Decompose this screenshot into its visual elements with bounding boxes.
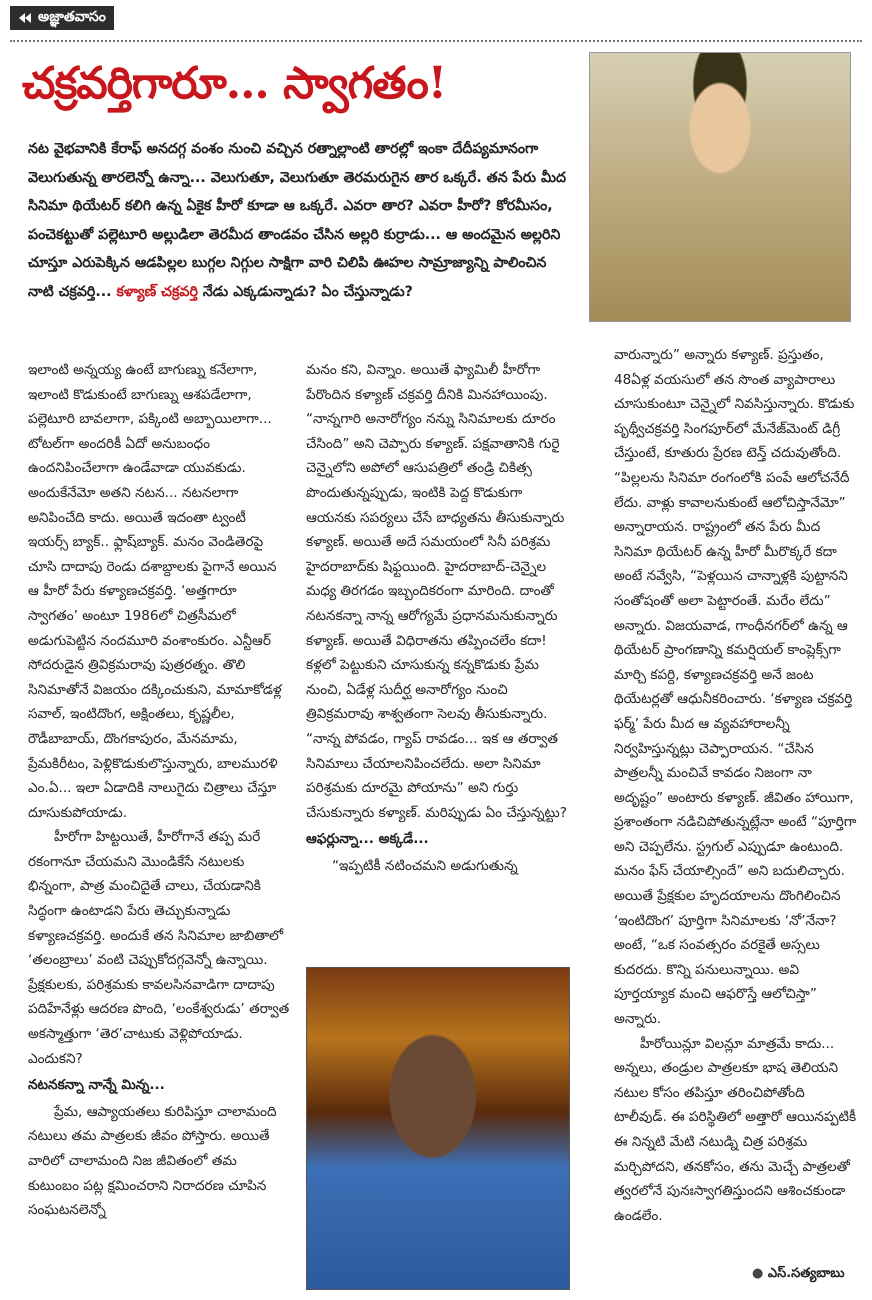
col1-subhead: నటనకన్నా నాన్నే మిన్న...	[28, 1077, 165, 1094]
col1-para3: ప్రేమ, ఆప్యాయతలు కురిపిస్తూ చాలామంది నటులు తమ పాత్రలకు జీవం పోస్తారు. అయితే వారిలో చాలామంది నిజ జీవితంలో తమ కుటుంబం పట్ల క్షమించరాని నిరాదరణ చూపిన సంఘటనలెన్నో	[28, 1103, 277, 1219]
man-photo-icon	[306, 967, 570, 1290]
col2-subhead: ఆఫర్లున్నా... అక్కడే...	[306, 831, 429, 848]
byline-text: ఎస్.సత్యబాబు	[767, 1266, 845, 1281]
col1-para1: ఇలాంటి అన్నయ్య ఉంటే బాగుణ్ను కనేలాగా, ఇలాంటి కొడుకుంటే బాగుణ్ను ఆశపడేలాగా, పల్లెటూరి బావలాగా, పక్కింటి అబ్బాయిలాగా... టోటల్‌గా అందరికీ ఏదో అనుబంధం ఉందనిపించేలాగా ఉండేవాడా యువకుడు. అందుకేనేమో అతని నటన... నటనలాగా అనిపించేది కాదు. అయితే ఇదంతా ట్వంటీ ఇయర్స్ బ్యాక్.. ఫ్లాష్‌బ్యాక్. మనం వెండితెరపై చూసి దాదాపు రెండు దశాబ్దాలకు పైగానే అయిన ఆ హీరో పేరు కళ్యాణచక్రవర్తి. ‘అత్తగారూ స్వాగతం’ అంటూ 1986లో చిత్రసీమలో అడుగుపెట్టిన నందమూరి వంశాంకురం. ఎన్టీఆర్ సోదరుడైన త్రివిక్రమరావు పుత్రరత్నం. తొలి సినిమాతోనే విజయం దక్కించుకుని, మామాకోడళ్ల సవాల్, ఇంటిదొంగ, అక్షింతలు, కృష్ణలీల, రౌడీబాబాయ్, దొంగకాపురం, మేనమామ, ప్రేమకిరీటం, పెళ్లికొడుకులొస్తున్నారు, బాలమురళి ఎం.ఏ... ఇలా ఏడాదికి నాలుగైదు చిత్రాలు చేస్తూ దూసుకుపోయాడు.	[28, 362, 282, 821]
col1-para2: హీరోగా హిట్టయితే, హీరోగానే తప్ప మరే రకంగానూ చేయమని మొండికేసే నటులకు భిన్నంగా, పాత్ర మంచిదైతే చాలు, చేయడానికి సిద్ధంగా ఉంటాడని పేరు తెచ్చుకున్నాడు కళ్యాణచక్రవర్తి. అందుకే తన సినిమాల జాబితాలో ‘తలంబ్రాలు’ వంటి చెప్పుకోదగ్గవెన్నో ఉన్నాయి. ప్రేక్షకులకు, పరిశ్రమకు కావలసినవాడిగా దాదాపు పదిహేనేళ్లు ఆదరణ పొంది, ‘లంకేశ్వరుడు’ తర్వాత అకస్మాత్తుగా ‘తెర’చాటుకు వెళ్లిపోయాడు. ఎందుకని?	[28, 829, 290, 1067]
section-tag-label: అజ్ఞాతవాసం	[38, 8, 106, 25]
col2-para1: మనం కని, విన్నాం. అయితే ఫ్యామిలీ హీరోగా పేరొందిన కళ్యాణ్ చక్రవర్తి దీనికి మినహాయింపు. “నాన్నగారి అనారోగ్యం నన్ను సినిమాలకు దూరం చేసింది” అని చెప్పారు కళ్యాణ్. పక్షవాతానికి గురై చెన్నైలోని అపోలో ఆసుపత్రిలో తండ్రి చికిత్స పొందుతున్నప్పుడు, ఇంటికి పెద్ద కొడుకుగా ఆయనకు సపర్యలు చేసే బాధ్యతను తీసుకున్నారు కళ్యాణ్. అయితే అదే సమయంలో సినీ పరిశ్రమ హైదరాబాద్‌కు షిఫ్టయింది. హైదరాబాద్-చెన్నైల మధ్య తిరగడం ఇబ్బందికరంగా మారింది. దాంతో నటనకన్నా నాన్న ఆరోగ్యమే ప్రధానమనుకున్నారు కళ్యాణ్. అయితే విధిరాతను తప్పించలేం కదా! కళ్లలో పెట్టుకుని చూసుకున్న కన్నకొడుకు ప్రేమ నుంచి, ఏడేళ్ల సుదీర్ఘ అనారోగ్యం నుంచి త్రివిక్రమరావు శాశ్వతంగా సెలవు తీసుకున్నారు. “నాన్న పోవడం, గ్యాప్ రావడం... ఇక ఆ తర్వాత సినిమాలు చేయాలనిపించలేదు. అలా సినిమా పరిశ్రమకు దూరమై పోయాను” అని గుర్తు చేసుకున్నారు కళ్యాణ్. మరిప్పుడు ఏం చేస్తున్నట్టు?	[306, 362, 567, 821]
intro-highlight: కళ్యాణ్ చక్రవర్తి	[116, 283, 198, 300]
column-1	[28, 358, 290, 1286]
col2-para2: “ఇప్పటికీ నటించమని అడుగుతున్న	[332, 857, 518, 874]
col3-para2: హీరోయిన్లూ విలన్లూ మాత్రమే కాదు... అన్నలు, తండ్రుల పాత్రలకూ భాష తెలియని నటుల కోసం తపిస్తూ తరించిపోతోంది టాలీవుడ్. ఈ పరిస్థితిలో అత్తారో ఆయినప్పటికీ ఈ నిన్నటి మేటి నటుడ్ని చిత్ర పరిశ్రమ మర్చిపోదని, తనకోసం, తను మెచ్చే పాత్రలతో త్వరలోనే పునఃస్వాగతిస్తుందని ఆశించకుండా ఉండలేం.	[614, 1035, 857, 1224]
intro-after: నేడు ఎక్కడున్నాడు? ఏం చేస్తున్నాడు?	[202, 283, 413, 300]
section-tag	[10, 6, 114, 30]
intro-before: నట వైభవానికి కేరాఫ్ అనదగ్గ వంశం నుంచి వచ్చిన రత్నాల్లాంటి తారల్లో ఇంకా దేదీప్యమానంగా వెలుగుతున్న తారలెన్నో ఉన్నా... వెలుగుతూ, వెలుగుతూ తెరమరుగైన తార ఒక్కరే. తన పేరు మీద సినిమా థియేటర్ కలిగి ఉన్న ఏకైక హీరో కూడా ఆ ఒక్కరే. ఎవరా తార? ఎవరా హీరో? కోరమీసం, పంచెకట్టుతో పల్లెటూరి అల్లుడిలా తెరమీద తాండవం చేసిన అల్లరి కుర్రాడు... ఆ అందమైన అల్లరిని చూస్తూ ఎరుపెక్కిన ఆడపిల్లల బుగ్గల నిగ్గుల సాక్షిగా వారి చిలిపి ఊహల సామ్రాజ్యాన్ని పాలించిన నాటి చక్రవర్తి...	[28, 141, 566, 300]
portrait-photo-icon	[589, 52, 851, 322]
column-3	[614, 343, 860, 1263]
bullet-icon: ●	[752, 1266, 764, 1281]
column-2	[306, 358, 568, 956]
headline: చక్రవర్తిగారూ... స్వాగతం!	[22, 58, 447, 109]
top-divider	[10, 40, 862, 42]
byline	[752, 1266, 845, 1284]
rewind-icon	[18, 12, 32, 24]
col3-para1: వారున్నారు” అన్నారు కళ్యాణ్. ప్రస్తుతం, 48ఏళ్ల వయసులో తన సొంత వ్యాపారాలు చూసుకుంటూ చెన్నైలో నివసిస్తున్నారు. కొడుకు పృథ్వీచక్రవర్తి సింగపూర్‌లో మేనేజ్‌మెంట్ డిగ్రీ చేస్తుంటే, కూతురు ప్రేరణ టెన్త్ చదువుతోంది. “పిల్లలను సినిమా రంగంలోకి పంపే ఆలోచనేదీ లేదు. వాళ్లు కావాలనుకుంటే ఆలోచిస్తానేమో” అన్నారాయన. రాష్ట్రంలో తన పేరు మీద సినిమా థియేటర్ ఉన్న హీరో మీరొక్కరే కదా అంటే నవ్వేసి, “పెళ్లయిన చాన్నాళ్లకి పుట్టానని సంతోషంతో అలా పెట్టారంతే. మరేం లేదు” అన్నారు. విజయవాడ, గాంధీనగర్‌లో ఉన్న ఆ థియేటర్ ప్రాంగణాన్ని కమర్షియల్ కాంప్లెక్స్‌గా మార్చి కపర్ది, కళ్యాణచక్రవర్తి అనే జంట థియేటర్లతో ఆధునీకరించారు. ‘కళ్యాణ చక్రవర్తి ఫర్మ్’ పేరు మీద ఆ వ్యవహారాలన్నీ నిర్వహిస్తున్నట్లు చెప్పారాయన. “చేసిన పాత్రలన్నీ మంచివే కావడం నిజంగా నా అదృష్టం” అంటారు కళ్యాణ్. జీవితం హాయిగా, ప్రశాంతంగా నడిచిపోతున్నట్లేనా అంటే “పూర్తిగా అని చెప్పలేను. స్ట్రగుల్ ఎప్పుడూ ఉంటుంది. మనం ఫేస్ చేయాల్సిందే” అని బదులిచ్చారు. అయితే ప్రేక్షకుల హృదయాలను దొంగిలించిన ‘ఇంటిదొంగ’ పూర్తిగా సినిమాలకు ‘నో’నేనా? అంటే, “ఒక సంవత్సరం వరకైతే అస్సలు కుదరదు. కొన్ని పనులున్నాయి. అవి పూర్తయ్యాక మంచి ఆఫరొస్తే ఆలోచిస్తా” అన్నారు.	[614, 347, 857, 1028]
intro-text	[28, 135, 573, 306]
